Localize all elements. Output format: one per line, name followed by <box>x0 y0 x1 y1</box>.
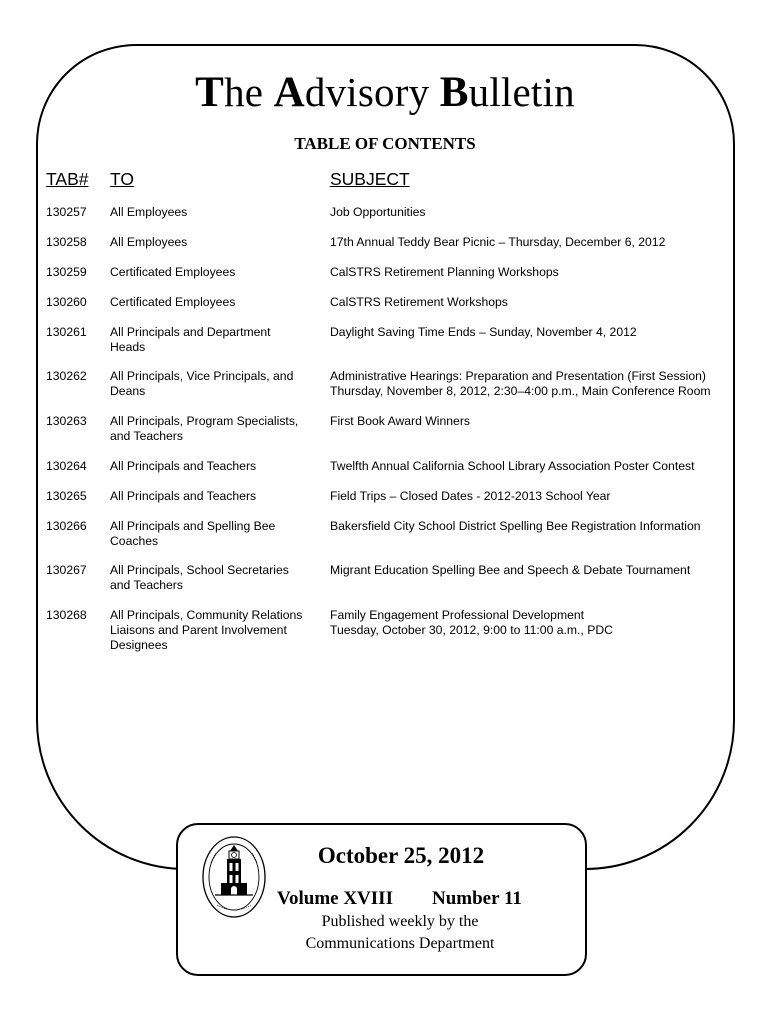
recipients-line: Heads <box>110 340 146 354</box>
title-word-1: The <box>195 69 274 116</box>
recipients-line: All Principals, Program Specialists, <box>110 414 299 428</box>
title-word-2: Advisory <box>273 69 440 116</box>
row-recipients <box>110 205 315 220</box>
subject-line: CalSTRS Retirement Workshops <box>330 295 508 309</box>
row-tab-number: 130258 <box>46 235 87 249</box>
row-subject <box>330 489 750 504</box>
recipients-line: Designees <box>110 638 168 652</box>
row-tab-number: 130264 <box>46 459 87 473</box>
row-tab-number: 130261 <box>46 325 87 339</box>
row-recipients <box>110 489 315 504</box>
row-subject <box>330 608 750 638</box>
issue-number: Number 11 <box>432 888 522 909</box>
row-recipients <box>110 563 315 593</box>
row-recipients <box>110 459 315 474</box>
recipients-line: All Principals, School Secretaries <box>110 563 289 577</box>
recipients-line: Deans <box>110 384 146 398</box>
row-subject <box>330 563 750 578</box>
row-tab-number: 130267 <box>46 563 87 577</box>
row-tab-number: 130260 <box>46 295 87 309</box>
row-tab-number: 130263 <box>46 414 87 428</box>
recipients-line: and Teachers <box>110 429 183 443</box>
recipients-line: All Principals and Teachers <box>110 489 257 503</box>
row-subject <box>330 265 750 280</box>
recipients-line: Certificated Employees <box>110 265 236 279</box>
row-subject <box>330 235 750 250</box>
recipients-line: All Principals and Department <box>110 325 271 339</box>
row-recipients <box>110 414 315 444</box>
row-recipients <box>110 325 315 355</box>
table-of-contents-heading: TABLE OF CONTENTS <box>294 134 476 153</box>
subject-line: Family Engagement Professional Development <box>330 608 585 622</box>
recipients-line: All Principals and Teachers <box>110 459 257 473</box>
row-tab-number: 130262 <box>46 369 87 383</box>
recipients-line: Liaisons and Parent Involvement <box>110 623 287 637</box>
subject-line: First Book Award Winners <box>330 414 470 428</box>
subject-line: Migrant Education Spelling Bee and Speech & Debate Tournament <box>330 563 691 577</box>
row-subject <box>330 519 750 534</box>
row-subject <box>330 459 750 474</box>
subject-line: Job Opportunities <box>330 205 426 219</box>
recipients-line: Coaches <box>110 534 159 548</box>
subject-line: Administrative Hearings: Preparation and Presentation (First Session) <box>330 369 706 383</box>
row-tab-number: 130268 <box>46 608 87 622</box>
row-subject <box>330 295 750 310</box>
row-recipients <box>110 608 315 653</box>
row-recipients <box>110 265 315 280</box>
bulletin-title <box>0 68 770 117</box>
subject-line: Thursday, November 8, 2012, 2:30–4:00 p.m., Main Conference Room <box>330 384 711 398</box>
recipients-line: and Teachers <box>110 578 183 592</box>
row-subject <box>330 325 750 340</box>
subject-line: CalSTRS Retirement Planning Workshops <box>330 265 559 279</box>
row-recipients <box>110 295 315 310</box>
recipients-line: Certificated Employees <box>110 295 236 309</box>
subject-line: Tuesday, October 30, 2012, 9:00 to 11:00 a.m., PDC <box>330 623 613 637</box>
subject-line: 17th Annual Teddy Bear Picnic – Thursday, December 6, 2012 <box>330 235 666 249</box>
column-header-to: TO <box>110 169 134 189</box>
row-subject <box>330 414 750 429</box>
row-recipients <box>110 369 315 399</box>
row-subject <box>330 205 750 220</box>
row-subject <box>330 369 750 399</box>
bulletin-frame <box>36 44 735 870</box>
row-tab-number: 130257 <box>46 205 87 219</box>
row-tab-number: 130266 <box>46 519 87 533</box>
volume-label: Volume XVIII <box>277 888 393 909</box>
department-line: Communications Department <box>305 935 495 952</box>
row-recipients <box>110 519 315 549</box>
title-word-3: Bulletin <box>439 69 575 116</box>
subject-line: Twelfth Annual California School Library Association Poster Contest <box>330 459 695 473</box>
recipients-line: All Employees <box>110 235 188 249</box>
row-tab-number: 130265 <box>46 489 87 503</box>
subject-line: Field Trips – Closed Dates - 2012-2013 School Year <box>330 489 611 503</box>
subject-line: Bakersfield City School District Spelling Bee Registration Information <box>330 519 701 533</box>
row-recipients <box>110 235 315 250</box>
column-header-tab: TAB# <box>46 169 89 189</box>
publisher-line: Published weekly by the <box>321 913 479 930</box>
recipients-line: All Principals and Spelling Bee <box>110 519 276 533</box>
recipients-line: All Employees <box>110 205 188 219</box>
issue-date: October 25, 2012 <box>317 843 485 868</box>
recipients-line: All Principals, Community Relations <box>110 608 303 622</box>
subject-line: Daylight Saving Time Ends – Sunday, November 4, 2012 <box>330 325 637 339</box>
column-header-subject: SUBJECT <box>330 169 410 189</box>
recipients-line: All Principals, Vice Principals, and <box>110 369 294 383</box>
row-tab-number: 130259 <box>46 265 87 279</box>
